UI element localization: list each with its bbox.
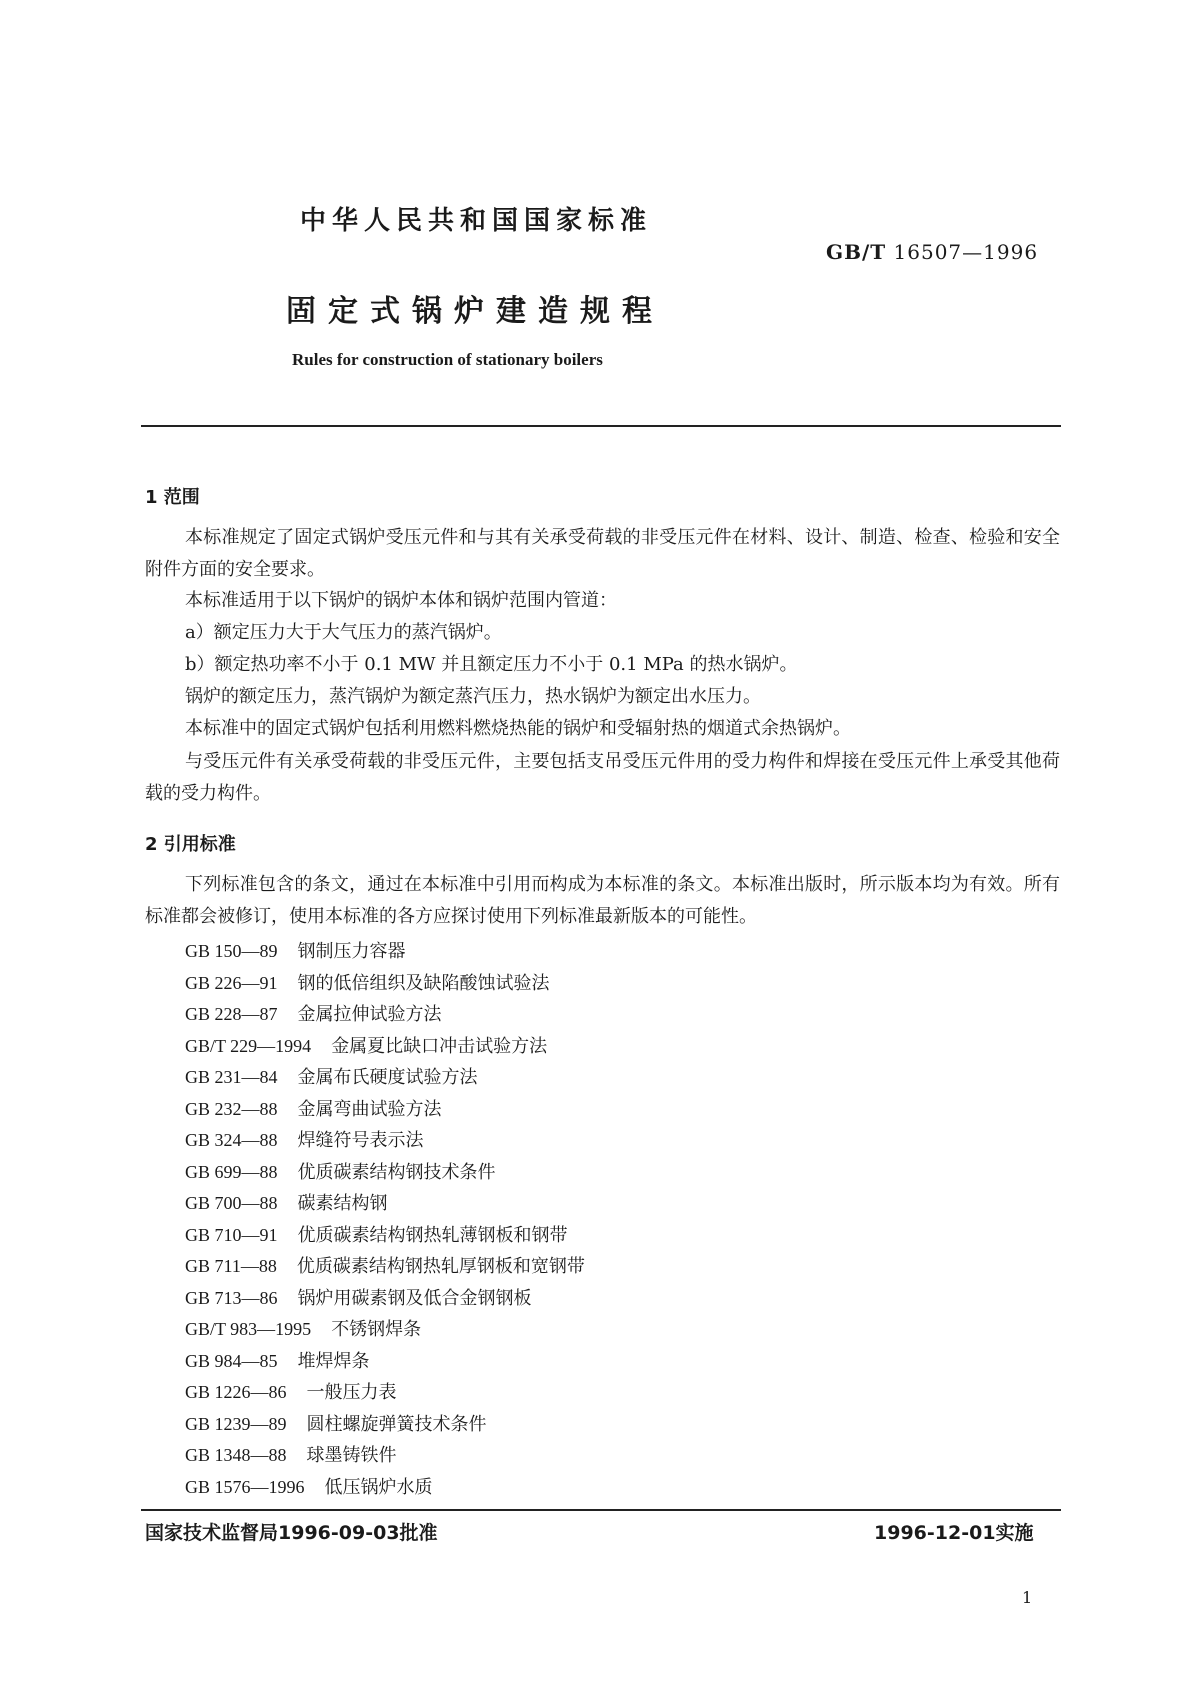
- reference-title: 金属拉伸试验方法: [297, 1004, 442, 1025]
- reference-title: 钢制压力容器: [297, 941, 406, 962]
- reference-item: [185, 1189, 585, 1221]
- section-1-heading: 1 范围: [145, 487, 200, 508]
- reference-item: [185, 1252, 585, 1284]
- section-1-paragraph-2: 本标准适用于以下锅炉的锅炉本体和锅炉范围内管道：: [185, 590, 617, 611]
- reference-code: GB 699—88: [185, 1161, 278, 1182]
- section-1-paragraph-4: 本标准中的固定式锅炉包括利用燃料燃烧热能的锅炉和受辐射热的烟道式余热锅炉。: [185, 718, 851, 739]
- reference-title: 锅炉用碳素钢及低合金钢钢板: [297, 1287, 532, 1309]
- reference-code: GB 1348—88: [185, 1445, 287, 1465]
- reference-list: [185, 937, 585, 1504]
- implementation-date: 1996-12-01实施: [874, 1522, 1034, 1544]
- reference-item: [185, 1410, 585, 1442]
- section-1-paragraph-1: 本标准规定了固定式锅炉受压元件和与其有关承受荷载的非受压元件在材料、设计、制造、检查、检验和安全附件方面的安全要求。: [145, 527, 1060, 580]
- reference-code: GB 228—87: [185, 1004, 278, 1024]
- section-1-paragraph-3: 锅炉的额定压力，蒸汽锅炉为额定蒸汽压力，热水锅炉为额定出水压力。: [185, 686, 761, 707]
- standard-prefix: GB/T: [826, 240, 887, 264]
- section-1-paragraph-5: 与受压元件有关承受荷载的非受压元件，主要包括支吊受压元件用的受力构件和焊接在受压元件上承受其他荷载的受力构件。: [145, 751, 1060, 804]
- reference-code: GB 1226—86: [185, 1382, 287, 1402]
- approval-date: 国家技术监督局1996-09-03批准: [145, 1522, 438, 1544]
- standard-number: 16507—1996: [893, 240, 1039, 264]
- section-2-heading: 2 引用标准: [145, 834, 236, 855]
- reference-title: 优质碳素结构钢技术条件: [297, 1161, 496, 1183]
- reference-item: [185, 937, 585, 969]
- reference-title: 金属夏比缺口冲击试验方法: [331, 1035, 548, 1057]
- reference-code: GB 700—88: [185, 1193, 278, 1213]
- reference-title: 圆柱螺旋弹簧技术条件: [306, 1413, 487, 1435]
- footer-divider: [141, 1509, 1061, 1511]
- reference-item: [185, 1315, 585, 1347]
- reference-item: [185, 1063, 585, 1095]
- reference-item: [185, 1032, 585, 1064]
- reference-title: 金属布氏硬度试验方法: [297, 1067, 478, 1088]
- section-1-item-b: b）额定热功率不小于 0.1 MW 并且额定压力不小于 0.1 MPa 的热水锅炉。: [185, 654, 798, 675]
- reference-item: [185, 969, 585, 1001]
- reference-title: 碳素结构钢: [297, 1193, 388, 1214]
- reference-item: [185, 1126, 585, 1158]
- section-2-paragraph-1: 下列标准包含的条文，通过在本标准中引用而构成为本标准的条文。本标准出版时，所示版本均为有效。所有标准都会被修订，使用本标准的各方应探讨使用下列标准最新版本的可能性。: [145, 874, 1060, 927]
- reference-code: GB 150—89: [185, 941, 278, 961]
- section-1-item-a: a）额定压力大于大气压力的蒸汽锅炉。: [185, 622, 502, 643]
- reference-code: GB 231—84: [185, 1067, 278, 1087]
- header-divider: [141, 425, 1061, 427]
- reference-code: GB/T 983—1995: [185, 1319, 312, 1339]
- reference-code: GB/T 229—1994: [185, 1035, 312, 1056]
- reference-title: 钢的低倍组织及缺陷酸蚀试验法: [297, 972, 550, 994]
- national-standard-heading: 中华人民共和国国家标准: [300, 206, 653, 236]
- reference-title: 不锈钢焊条: [331, 1319, 422, 1340]
- document-title-en: Rules for construction of stationary boilers: [292, 350, 603, 369]
- reference-code: GB 1576—1996: [185, 1476, 305, 1497]
- reference-code: GB 226—91: [185, 972, 278, 993]
- page-number: 1: [1022, 1588, 1033, 1607]
- reference-item: [185, 1473, 585, 1505]
- reference-title: 低压锅炉水质: [324, 1476, 433, 1498]
- reference-title: 一般压力表: [306, 1382, 397, 1403]
- reference-item: [185, 1158, 585, 1190]
- reference-code: GB 711—88: [185, 1256, 277, 1276]
- standard-code: [826, 240, 1038, 264]
- reference-title: 优质碳素结构钢热轧厚钢板和宽钢带: [296, 1256, 585, 1277]
- reference-item: [185, 1000, 585, 1032]
- reference-code: GB 1239—89: [185, 1413, 287, 1434]
- document-title-cn: 固定式锅炉建造规程: [286, 294, 664, 329]
- reference-item: [185, 1347, 585, 1379]
- reference-title: 优质碳素结构钢热轧薄钢板和钢带: [297, 1224, 568, 1246]
- reference-title: 焊缝符号表示法: [297, 1130, 424, 1151]
- reference-code: GB 232—88: [185, 1098, 278, 1119]
- reference-item: [185, 1284, 585, 1316]
- reference-code: GB 324—88: [185, 1130, 278, 1150]
- reference-code: GB 710—91: [185, 1224, 278, 1245]
- reference-item: [185, 1378, 585, 1410]
- reference-code: GB 984—85: [185, 1350, 278, 1371]
- reference-item: [185, 1441, 585, 1473]
- reference-title: 堆焊焊条: [297, 1350, 370, 1372]
- reference-code: GB 713—86: [185, 1287, 278, 1308]
- reference-item: [185, 1095, 585, 1127]
- reference-item: [185, 1221, 585, 1253]
- reference-title: 球墨铸铁件: [306, 1445, 397, 1466]
- reference-title: 金属弯曲试验方法: [297, 1098, 442, 1120]
